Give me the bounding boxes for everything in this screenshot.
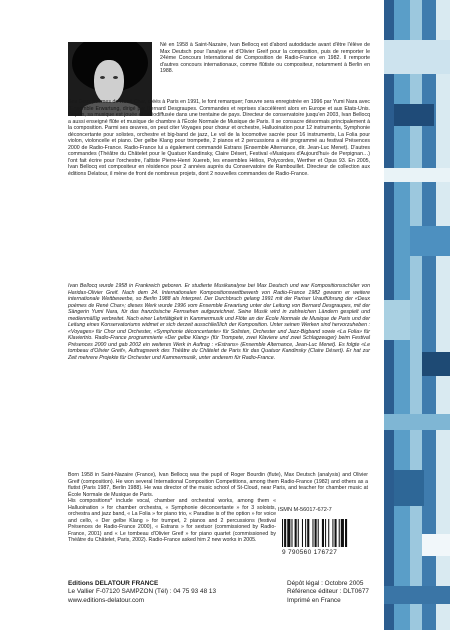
legal-info (287, 580, 369, 605)
barcode-bar (291, 519, 292, 547)
barcode (282, 519, 372, 547)
decorative-color-strip (384, 0, 450, 630)
barcode-bar (341, 519, 344, 547)
depot-legal: Dépôt légal : Octobre 2005 (287, 580, 364, 587)
ismn-number: ISMN M-56017-672-7 (278, 507, 332, 513)
bio-fr-body: Ses Deux poèmes de René Char, créés à Paris en 1991, le font remarquer; l'œuvre sera enregistrée en 1996 par Yumi Nara avec l'Ensemble Erwartung, dirigé par Bernard Desgraupes. Commandes et reprises s'accélèrent alors en Europe et aux Etats-Unis. Depuis, sa musique est jouée et radiodiffusée dans une trentaine de pays. Directeur de conservatoire jusqu'en 2003, Ivan Bellocq a aussi enseigné flûte et musique de chambre à l'École Normale de Musique de Paris. Il se consacre désormais principalement à la composition. Parmi ses œuvres, on peut citer Voyages pour chœur et orchestre, Halluoination pour 12 instruments, Symphonie déconcertante pour solistes, orchestre et big-band de jazz, Le vol de la locomotive sacrée pour 16 instruments, La Folia pour violon, violoncelle et piano. Der gelbe Klang pour trompette, 2 pianos et 2 percussions a été programmé au festival Présences 2000 de Radio-France. Radio-France lui a également commandé Estrans (Ensemble Alternance, dir. Jean-Luc Menet). D'autres commandes (Théâtre du Châtelet pour le Quatuor Kandinsky, Claire Désert, Festival «Musiques d'Aujourd'hui» de Perpignan…) l'ont fait écrire pour l'orchestre, l'altiste Pierre-Henri Xuereb, les ensembles Hélios, Polycordes, Werther et Opus 93. En 2005, Ivan Bellocq est compositeur en résidence pour 2 années auprès du Conservatoire de Rambouillet. Directeur de collection aux éditions Delatour, il mène de front de nombreux projets, dont 2 nouvelles commandes de Radio-France. (68, 99, 370, 178)
publisher-info (68, 580, 216, 605)
publisher-website[interactable]: www.editions-delatour.com (68, 596, 145, 604)
barcode-bar (325, 519, 326, 547)
barcode-bar (302, 519, 303, 547)
bio-en-p2: His compositions* include vocal, chamber and orchestral works, among them « Halluoination » for chamber orchestra, « Symphonie déconcertante » for 3 soloists, orchestra and jazz band, « La Folia » for piano trio, « Paradise is of the option » for voice and cello, « Der gelbe Klang » for trumpet, 2 pianos and 2 percussions (festival Présences de Radio-France 2000), « Estrans » for sextuor (commissioned by Radio-France, 2001) and « Le tombeau d'Olivier Greif » for piano quartet (commissioned by Théâtre du Châtelet, Paris, 2002). Radio-France asked him 2 new works in 2005. (68, 498, 276, 544)
barcode-bar (287, 519, 290, 547)
publisher-reference: Référence éditeur : DLT0677 (287, 588, 369, 596)
barcode-bar (335, 519, 337, 547)
bio-de: Ivan Bellocq wurde 1958 in Frankreich geboren. Er studierte Musikanalyse bei Max Deutsch und war Kompositionsschüler von Haridas-Olivier Greif. Nach dem 24. Internationalen Kompositionswettbewerb von Radio-France 1982 gewann er weitere internationale Wettbewerbe, so Berlin 1988 als Interpret. Der Durchbruch gelang 1991 mit der Pariser Uraufführung der «Deux poèmes de René Char»; dieses Werk wurde 1996 vom Ensemble Erwartung unter der Leitung von Bernard Desgraupes, mit der Sängerin Yumi Nara, für das französische Fernsehen aufgezeichnet. Seine Musik wird in zahlreichen Ländern gespielt und medienmäßig verbreitet. Nach einer Lehrtätigkeit in Kammermusik und Flöte an der École Normale de Musique de Paris und der Leitung eines Konservatoriums widmet er sich derzeit ausschließlich der Komposition. Unter seinen Werken sind hervorzuheben : «Voyages» für Chor und Orchester, «Symphonie déconcertante» für Solisten, Orchester und Jazz-Bigband sowie «La Folia» für Klaviertrio. Radio-France programmierte «Der gelbe Klang» (für Trompete, zwei Klaviere und zwei Schlagzeuger) beim Festival Présences 2000 und gab 2002 ein weiteres Werk in Auftrag : «Estrans» (Ensemble Alternance, Jean-Luc Menet). Es folgte «Le tombeau d'Olivier Greif», Auftragswerk des Théâtre du Châtelet de Paris für das Quatuor Kandinsky (Claire Désert). Er hat zur Zeit mehrere Projekte für Orchester und Kammermusik, unter anderem für Radio-France. (68, 283, 370, 362)
barcode-bar (305, 519, 306, 547)
barcode-bar (295, 519, 297, 547)
barcode-bar (328, 519, 329, 547)
barcode-bar (322, 519, 324, 547)
barcode-bar (312, 519, 313, 547)
barcode-bar (339, 519, 340, 547)
publisher-name: Editions DELATOUR FRANCE (68, 580, 159, 587)
barcode-number: 9 790560 176727 (282, 549, 338, 556)
bio-en-p1: Born 1958 in Saint-Nazaire (France), Ivan Bellocq was the pupil of Roger Bourdin (flute), Max Deutsch (analysis) and Olivier Greif (composition). He won several International Composition Competitions, among them Radio-France (1982) and others as a flutist (Paris 1987, Berlin 1988). He was director of the music school of St-Cloud, near Paris, and teacher for chamber music at École Normale de Musique de Paris. (68, 472, 368, 498)
barcode-bar (332, 519, 333, 547)
barcode-bar (284, 519, 286, 547)
barcode-bar (318, 519, 319, 547)
barcode-bar (282, 519, 283, 547)
barcode-bar (307, 519, 309, 547)
barcode-bar (315, 519, 317, 547)
printed-in: Imprimé en France (287, 596, 341, 604)
barcode-bar (345, 519, 347, 547)
publisher-address: Le Vallier F-07120 SAMPZON (Tél) : 04 75 93 48 13 (68, 588, 217, 596)
bio-fr-intro: Né en 1958 à Saint-Nazaire, Ivan Bellocq est d'abord autodidacte avant d'être l'élève de Max Deutsch pour l'analyse et d'Olivier Greif pour la composition, puis de remporter le 24ème Concours International de Composition de Radio-France en 1982. Il remporte d'autres concours internationaux, comme flûtiste ou compositeur, notamment à Berlin en 1988. (160, 42, 370, 75)
barcode-bar (298, 519, 299, 547)
